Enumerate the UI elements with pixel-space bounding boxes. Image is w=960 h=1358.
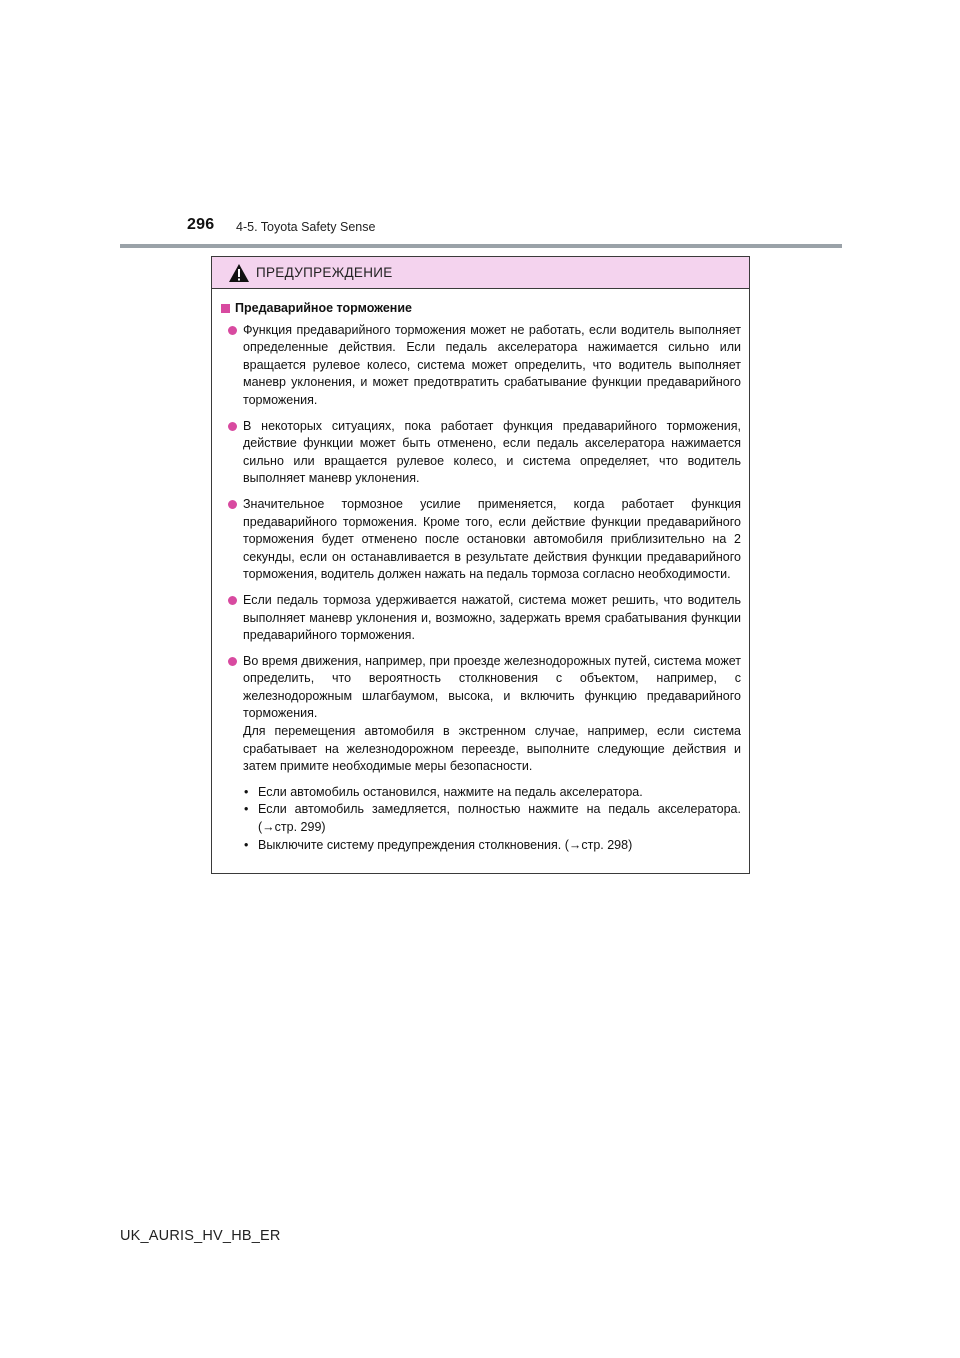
warning-title: ПРЕДУПРЕЖДЕНИЕ	[256, 265, 393, 280]
warning-header	[212, 257, 749, 289]
warning-triangle-icon	[228, 263, 250, 283]
subheading-text: Предаварийное торможение	[235, 301, 412, 315]
subheading	[221, 300, 741, 318]
emergency-instructions: Для перемещения автомобиля в экстренном случае, например, если система срабатывает на железнодорожном переезде, выполните следующие действия и затем примите необходимые меры безопасности.	[243, 724, 741, 774]
bullet-item: • Выключите систему предупреждения столкновения. (→стр. 298)	[243, 837, 741, 855]
square-bullet-icon	[221, 304, 230, 313]
page-number: 296	[187, 216, 215, 233]
circle-bullet-icon	[228, 596, 237, 605]
document-code: UK_AURIS_HV_HB_ER	[120, 1228, 281, 1244]
header-rule	[120, 244, 842, 248]
circle-bullet-icon	[228, 657, 237, 666]
bullet-item: • Если автомобиль остановился, нажмите на педаль акселератора.	[243, 784, 741, 802]
section-title: 4-5. Toyota Safety Sense	[236, 220, 376, 234]
action-bullets	[221, 784, 741, 854]
circle-bullet-icon	[228, 326, 237, 335]
list-item: Во время движения, например, при проезде железнодорожных путей, система может определить, что вероятность столкновения с объектом, например, с железнодорожным шлагбаумом, высока, и включить функцию предаварийного торможения. Для перемещения автомобиля в экстренном случае, например, если система срабатывает на железнодорожном переезде, выполните следующие действия и затем примите необходимые меры безопасности.	[221, 653, 741, 776]
list-item: Если педаль тормоза удерживается нажатой, система может решить, что водитель выполняет маневр уклонения и, возможно, задержать время срабатывания функции предаварийного торможения.	[221, 592, 741, 645]
circle-bullet-icon	[228, 422, 237, 431]
bullet-item: • Если автомобиль замедляется, полностью нажмите на педаль акселератора. (→стр. 299)	[243, 801, 741, 836]
list-item: В некоторых ситуациях, пока работает функция предаварийного торможения, действие функции может быть отменено, если педаль акселератора нажимается сильно или вращается рулевое колесо, и система определяет, что водитель выполняет маневр уклонения.	[221, 418, 741, 488]
warning-box	[211, 256, 750, 874]
circle-bullet-icon	[228, 500, 237, 509]
list-item: Значительное тормозное усилие применяется, когда работает функция предаварийного торможения. Кроме того, если действие функции предаварийного торможения будет отменено после остановки автомобиля приблизительно на 2 секунды, если он останавливается в результате действия функции предаварийного торможения, водитель должен нажать на педаль тормоза согласно необходимости.	[221, 496, 741, 584]
list-item: Функция предаварийного торможения может не работать, если водитель выполняет определенные действия. Если педаль акселератора нажимается сильно или вращается рулевое колесо, система может определить, что водитель выполняет маневр уклонения, и может предотвратить срабатывание функции предаварийного торможения.	[221, 322, 741, 410]
warning-content	[212, 289, 749, 854]
